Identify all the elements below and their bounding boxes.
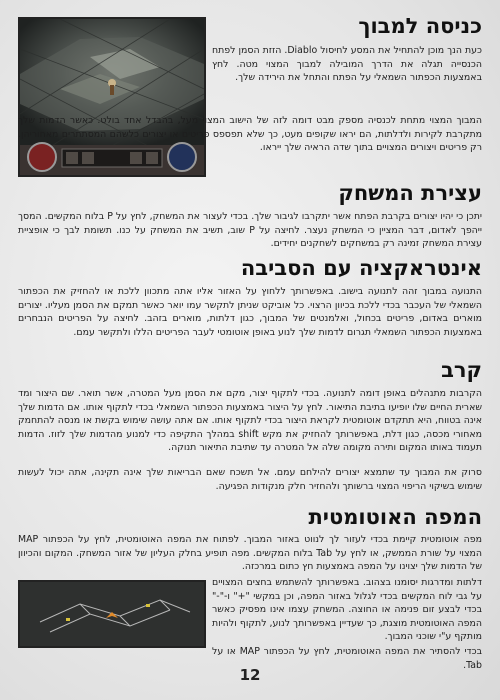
combat-paragraph-1: הקרבות מתנהלים באופן דומה לתנועה. בכדי לתקוף יצור, מקם את הסמן מעל המטרה, אשר תואר. שם היצור ומד שארית החיים שלו יופיעו בתיבת התיאור. לחץ על היצור באמצעות הכפתור השמאלי בכדי לתקוף אותו. אם הדמות שלך אינה בטווח, היא תתקדם אוטומטית לקראת היצור בכדי לתקוף אותו. אם אתה עושה שימוש בקשת או מנסה להתחמק מאחורי מכסה, כגון דלת, באפשרותך להחזיק את מקש shift במהלך התקיפה כדי למנוע מהדמות שלך לזוז. הדמות תעמוד באותו המקום ותירה מקומה שלה אל המטרה עד שתיבת התיאור תנוקה. bbox=[18, 388, 482, 454]
heading-environment-interaction: אינטראקציה עם הסביבה bbox=[240, 256, 482, 280]
heading-church-entry: כניסה למבוך bbox=[358, 14, 482, 38]
automap-paragraph-1: מפה אוטומטית קיימת בכדי לעזור לך לנווט באזור המבוך. לפתוח את המפה האוטומטית, לחץ על הכפתור MAP המצוי על שורת הממשק, או לחץ על Tab בלוח המקשים. מפה תופיע בחלק העליון של אזור המשחק. המקום והכיוון של הדמות שלך יצוינו על המפה באמצעות חץ כתום במרכזה. bbox=[18, 534, 483, 573]
automap-paragraph-2: דלתות ומדרגות יסומנו בצהוב. באפשרותך להשתמש בחצים המצויים על גבי לוח המקשים בכדי לגלול באזור המפה, וכן במקשי "+" ו-"-" בכדי לבצע זום פנימה או החוצה. המשחק עצמו אינו מפסיק כאשר המפה האוטומטית מוצגת, כך שעדיין באפשרותך לנוע, לתקוף ולהיות מותקף ע"י שוכני המבוך. bbox=[212, 577, 482, 643]
church-paragraph-2: המבוך המצוי מתחת לכנסיה מספק מבט דומה לזה של הישוב המצוי מעל, בהבדל אחד בולט. כאשר הדמות שלך מתקרבת לקירות ולדלתות, הם יראו שקופים מעט, כך שלא תפספס פריטים או יצורים כלשהם המסתתרים מאחוריהן. רק פריטים ויצורים המצויים בתוך שדה הראיה שלך ייראו. bbox=[18, 115, 482, 154]
interaction-paragraph-1: התנועה במבוך זהה לתנועה בישוב. באפשרותך ללחוץ על האזור אליו אתה מתכוון ללכת או להחזיק את הכפתור השמאלי של העכבר בכדי ללכת בכיוון הרצוי. כל אוביקט שניתן לתקשר עמו יואר כאשר תמקם את הסמן מעליו. יצורים מוארים באדום, פריטים בכחול, ואלמנטים של המבוך, כגון דלתות, מוארים בזהב. לחיצה על הפריטים הנבחרים באמצעות הכפתור השמאלי תגרום לדמות שלך לנוע באופן אוטומטי לעבר הפריטים הללו ולתקשר עמם. bbox=[18, 286, 482, 338]
heading-combat: קרב bbox=[441, 358, 482, 382]
heading-automap: המפה האוטומטית bbox=[308, 505, 482, 529]
automap-screenshot bbox=[18, 580, 206, 648]
heading-pause-game: עצירת המשחק bbox=[338, 181, 482, 205]
page-number: 12 bbox=[239, 666, 261, 684]
combat-paragraph-2: סרוק את המבוך עד שתמצא יצורים להילחם עמם. אל תשכח שאם הבריאות שלך אינה תקינה, אתה יכול לעשות שימוש בשיקוי הריפוי המצוי ברשותך ולהחזיר חלק מנקודות הפגיעה. bbox=[18, 467, 482, 492]
pause-paragraph-1: יתכן כי יהיו יצורים בקרבת הפתח אשר יתקרבו לגיבור שלך. בכדי לעצור את המשחק, לחץ על P בלוח המקשים. המסך ייהפך לאדום, דבר המציין כי המשחק נעצר. לחיצה על P שוב, תשיב את המשחק על כנו. תשומת לבך כי אופציית עצירת המשחק זמינה רק במשחקים לשחקנים יחידים. bbox=[18, 211, 482, 250]
automap-paragraph-3: בכדי להסתיר את המפה האוטומטית, לחץ על הכפתור MAP או על Tab. bbox=[212, 646, 482, 671]
church-paragraph-1: כעת הנך מוכן להתחיל את המסע לחיסול Diablo. הזזת הסמן לפתח הכנסייה תגלה את הדרך המובילה למבוך המצוי מטה. לחץ באמצעות הכפתור השמאלי על הפתח והתחל את הירידה שלך. bbox=[212, 45, 482, 84]
automap-scene-image bbox=[20, 582, 204, 646]
